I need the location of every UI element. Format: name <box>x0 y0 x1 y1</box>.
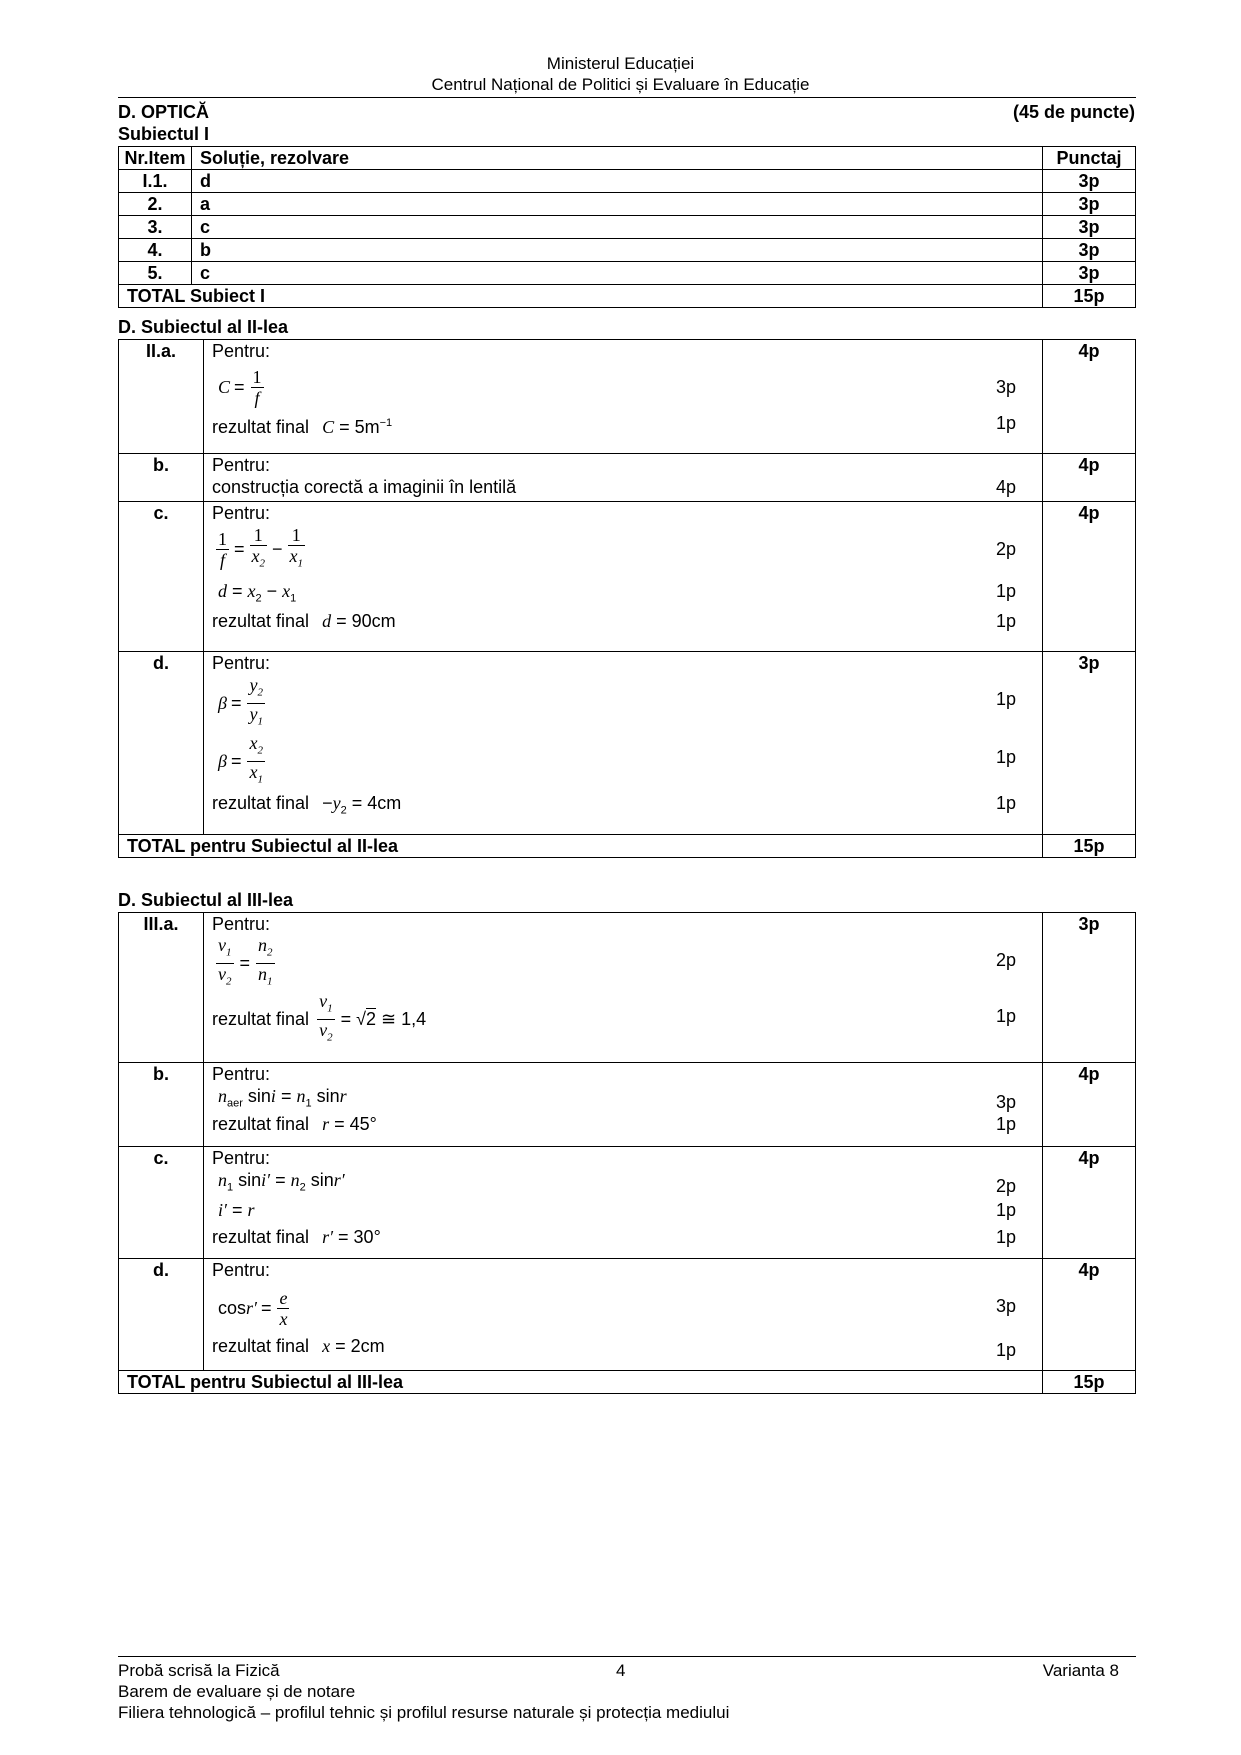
result-row: rezultat final x = 2cm 1p <box>212 1336 1016 1360</box>
header-center: Centrul Național de Politici și Evaluare în Educație <box>431 75 810 94</box>
for-label: Pentru: <box>212 1148 271 1168</box>
item-number: III.a. <box>119 913 204 1063</box>
table-row <box>119 216 1136 239</box>
section-points: (45 de puncte) <box>1012 102 1135 122</box>
result-row: rezultat final r′ = 30° 1p <box>212 1227 1016 1247</box>
total-points: 15p <box>1043 1371 1136 1394</box>
subject3-table <box>118 912 1136 1394</box>
solution-cell <box>204 340 1043 454</box>
item-number: d. <box>119 652 204 835</box>
step-row <box>212 476 1034 498</box>
step-text: construcția corectă a imaginii în lentilă <box>212 477 517 497</box>
points: 4p <box>1043 454 1136 502</box>
formula-row: $\frac{1}{f}$ = $\frac{1}{x_2}$ − $\frac{1}{x_1}$ 2p <box>218 524 1016 570</box>
sub-points: 1p <box>995 793 1016 813</box>
points: 4p <box>1043 340 1136 454</box>
sub-points: 2p <box>995 1176 1016 1196</box>
formula-row: $\frac{v_1}{v_2}$ = $\frac{n_2}{n_1}$ 2p <box>218 934 1016 988</box>
final-label: rezultat final <box>212 793 310 813</box>
answer: a <box>192 193 1043 216</box>
table-row <box>119 1147 1136 1259</box>
total-row <box>119 835 1136 858</box>
result-row: rezultat final d = 90cm 1p <box>212 611 1016 631</box>
table-row <box>119 239 1136 262</box>
table-row <box>119 1063 1136 1147</box>
total-label: TOTAL Subiect I <box>119 285 1043 308</box>
points: 3p <box>1043 170 1136 193</box>
table-row <box>119 170 1136 193</box>
total-points: 15p <box>1043 835 1136 858</box>
points: 4p <box>1043 1147 1136 1259</box>
total-row <box>119 285 1136 308</box>
for-label: Pentru: <box>212 1260 271 1280</box>
table-row <box>119 454 1136 502</box>
table-row <box>119 340 1136 454</box>
header-rule <box>118 97 1136 98</box>
points: 3p <box>1043 216 1136 239</box>
for-label: Pentru: <box>212 1064 271 1084</box>
subject1-title: Subiectul I <box>118 124 210 144</box>
points: 3p <box>1043 913 1136 1063</box>
sub-points: 3p <box>995 377 1016 397</box>
for-label: Pentru: <box>212 653 271 673</box>
solution-cell <box>204 454 1043 502</box>
item-number: c. <box>119 502 204 652</box>
total-row <box>119 1371 1136 1394</box>
section-title: D. OPTICĂ <box>118 102 210 122</box>
sub-points: 1p <box>995 611 1016 631</box>
variant-label: Varianta 8 <box>1042 1661 1119 1680</box>
table-header-row <box>119 147 1136 170</box>
item-number: d. <box>119 1259 204 1371</box>
footer-exam: Probă scrisă la Fizică <box>118 1661 280 1680</box>
subject1-table <box>118 146 1136 308</box>
for-label: Pentru: <box>212 503 271 523</box>
table-row <box>119 262 1136 285</box>
solution-cell <box>204 652 1043 835</box>
result-row: rezultat final r = 45° 1p <box>212 1114 1016 1134</box>
sub-points: 1p <box>995 1227 1016 1247</box>
solution-cell <box>204 1063 1043 1147</box>
table-row <box>119 502 1136 652</box>
table-row <box>119 652 1136 835</box>
final-label: rezultat final <box>212 417 310 437</box>
final-label: rezultat final <box>212 1114 310 1134</box>
final-label: rezultat final <box>212 1009 310 1029</box>
sub-points: 2p <box>995 539 1016 559</box>
formula-row: C = $\frac{1}{f}$ 3p <box>218 366 1016 408</box>
footer-rule <box>118 1656 1136 1657</box>
item-number: c. <box>119 1147 204 1259</box>
points: 4p <box>1043 1259 1136 1371</box>
table-row <box>119 913 1136 1063</box>
col-item-header: Nr.Item <box>119 147 192 170</box>
result-row: rezultat final $C = 5m^{-1}$ 1p <box>212 413 1016 437</box>
formula-row: cos r′ = $\frac{e}{x}$ 3p <box>218 1287 1016 1329</box>
item-number: 4. <box>119 239 192 262</box>
sub-points: 2p <box>995 950 1016 970</box>
sub-points: 1p <box>995 1340 1016 1360</box>
final-label: rezultat final <box>212 1227 310 1247</box>
sub-points: 1p <box>995 747 1016 767</box>
total-points: 15p <box>1043 285 1136 308</box>
answer: c <box>192 216 1043 239</box>
footer-track: Filiera tehnologică – profilul tehnic și profilul resurse naturale și protecția mediului <box>118 1703 730 1722</box>
answer: c <box>192 262 1043 285</box>
formula-row: β = $\frac{x_2}{x_1}$ 1p <box>218 732 1016 786</box>
solution-cell <box>204 913 1043 1063</box>
formula-row: $d = x_2 - x_1$ 1p <box>218 581 1016 605</box>
page-number: 4 <box>616 1661 626 1680</box>
points: 4p <box>1043 502 1136 652</box>
points: 4p <box>1043 1063 1136 1147</box>
subject3-title: D. Subiectul al III-lea <box>118 890 294 910</box>
sub-points: 4p <box>995 477 1016 497</box>
points: 3p <box>1043 239 1136 262</box>
col-solution-header: Soluție, rezolvare <box>192 147 1043 170</box>
item-number: b. <box>119 454 204 502</box>
footer-barem: Barem de evaluare și de notare <box>118 1682 356 1701</box>
points: 3p <box>1043 652 1136 835</box>
sub-points: 1p <box>995 1200 1016 1220</box>
item-number: 5. <box>119 262 192 285</box>
for-label: Pentru: <box>212 341 271 361</box>
answer: b <box>192 239 1043 262</box>
final-label: rezultat final <box>212 611 310 631</box>
result-row: rezultat final $\frac{v_1}{v_2}$ = √2 ≅ 1,4 1p <box>212 990 1016 1044</box>
sub-points: 3p <box>995 1092 1016 1112</box>
sub-points: 3p <box>995 1296 1016 1316</box>
subject2-title: D. Subiectul al II-lea <box>118 317 289 337</box>
item-number: I.1. <box>119 170 192 193</box>
formula-row: $n_1$ $\sin i' = n_2$ sinr′ 2p <box>218 1170 1016 1196</box>
solution-cell <box>204 1147 1043 1259</box>
item-number: 2. <box>119 193 192 216</box>
formula-row: β = $\frac{y_2}{y_1}$ 1p <box>218 674 1016 728</box>
item-number: II.a. <box>119 340 204 454</box>
subject2-table <box>118 339 1136 858</box>
total-label: TOTAL pentru Subiectul al II-lea <box>119 835 1043 858</box>
result-row: rezultat final $-y_2 = 4cm$ 1p <box>212 793 1016 817</box>
header-ministry: Ministerul Educației <box>546 54 695 73</box>
sub-points: 1p <box>995 413 1016 433</box>
table-row <box>119 193 1136 216</box>
item-number: 3. <box>119 216 192 239</box>
col-points-header: Punctaj <box>1043 147 1136 170</box>
answer: d <box>192 170 1043 193</box>
sub-points: 1p <box>995 1006 1016 1026</box>
final-label: rezultat final <box>212 1336 310 1356</box>
sub-points: 1p <box>995 689 1016 709</box>
solution-cell <box>204 1259 1043 1371</box>
formula-row: i′ = r 1p <box>218 1200 1016 1220</box>
sub-points: 1p <box>995 1114 1016 1134</box>
for-label: Pentru: <box>212 455 271 475</box>
item-number: b. <box>119 1063 204 1147</box>
solution-cell <box>204 502 1043 652</box>
for-label: Pentru: <box>212 914 271 934</box>
formula-row: $n_{aer}$ $\sin i = n_1$ sinr 3p <box>218 1086 1016 1112</box>
points: 3p <box>1043 193 1136 216</box>
sub-points: 1p <box>995 581 1016 601</box>
table-row <box>119 1259 1136 1371</box>
total-label: TOTAL pentru Subiectul al III-lea <box>119 1371 1043 1394</box>
points: 3p <box>1043 262 1136 285</box>
